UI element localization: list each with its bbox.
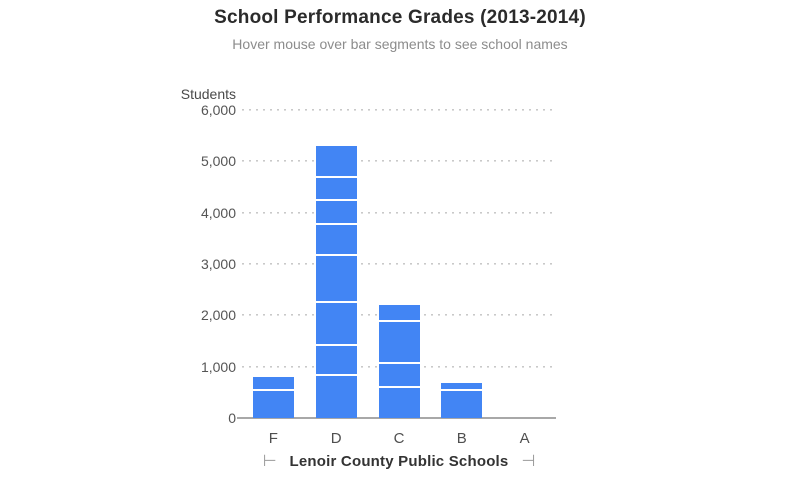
x-tick-label-F: F — [268, 430, 278, 447]
bar-segment-C-4[interactable] — [379, 305, 420, 322]
y-tick-label: 3,000 — [200, 256, 236, 272]
y-axis-title: Students — [180, 86, 236, 102]
bar-segment-B-2[interactable] — [441, 383, 482, 392]
y-tick-label: 4,000 — [200, 204, 236, 221]
bar-segment-D-5[interactable] — [316, 225, 357, 256]
bar-segment-D-6[interactable] — [316, 201, 357, 225]
x-axis-title: Lenoir County Public Schools — [289, 452, 509, 470]
bar-segment-F-1[interactable] — [253, 391, 294, 418]
chart-subtitle: Hover mouse over bar segments to see school names — [232, 36, 568, 52]
x-tick-label-A: A — [519, 430, 530, 447]
y-tick-label: 6,000 — [200, 102, 236, 118]
bar-segment-D-8[interactable] — [316, 146, 357, 178]
gridline-6,000 — [242, 109, 556, 111]
y-tick-label: 0 — [228, 410, 236, 426]
x-axis-title-row — [242, 452, 556, 470]
x-tick-label-B: B — [456, 430, 467, 447]
bar-segment-D-7[interactable] — [316, 178, 357, 201]
x-tick-label-D: D — [330, 430, 342, 447]
y-tick-label: 2,000 — [200, 307, 236, 324]
axis-range-right-tack-icon: ⊣ — [521, 451, 536, 470]
bar-segment-F-2[interactable] — [253, 377, 294, 391]
bar-segment-C-3[interactable] — [379, 322, 420, 364]
plot-area — [242, 110, 556, 418]
gridline-3,000 — [242, 263, 556, 265]
y-tick-label: 5,000 — [200, 153, 236, 170]
bar-segment-C-2[interactable] — [379, 364, 420, 389]
bar-segment-C-1[interactable] — [379, 388, 420, 418]
bar-segment-D-1[interactable] — [316, 376, 357, 418]
axis-range-left-tack-icon: ⊢ — [262, 451, 277, 470]
gridline-5,000 — [242, 160, 556, 162]
x-tick-label-C: C — [393, 430, 405, 447]
bar-segment-D-2[interactable] — [316, 346, 357, 377]
chart-title: School Performance Grades (2013-2014) — [214, 7, 586, 28]
bar-segment-B-1[interactable] — [441, 391, 482, 418]
bar-segment-D-4[interactable] — [316, 256, 357, 303]
y-tick-label: 1,000 — [200, 358, 236, 375]
bar-segment-D-3[interactable] — [316, 303, 357, 346]
gridline-4,000 — [242, 212, 556, 214]
